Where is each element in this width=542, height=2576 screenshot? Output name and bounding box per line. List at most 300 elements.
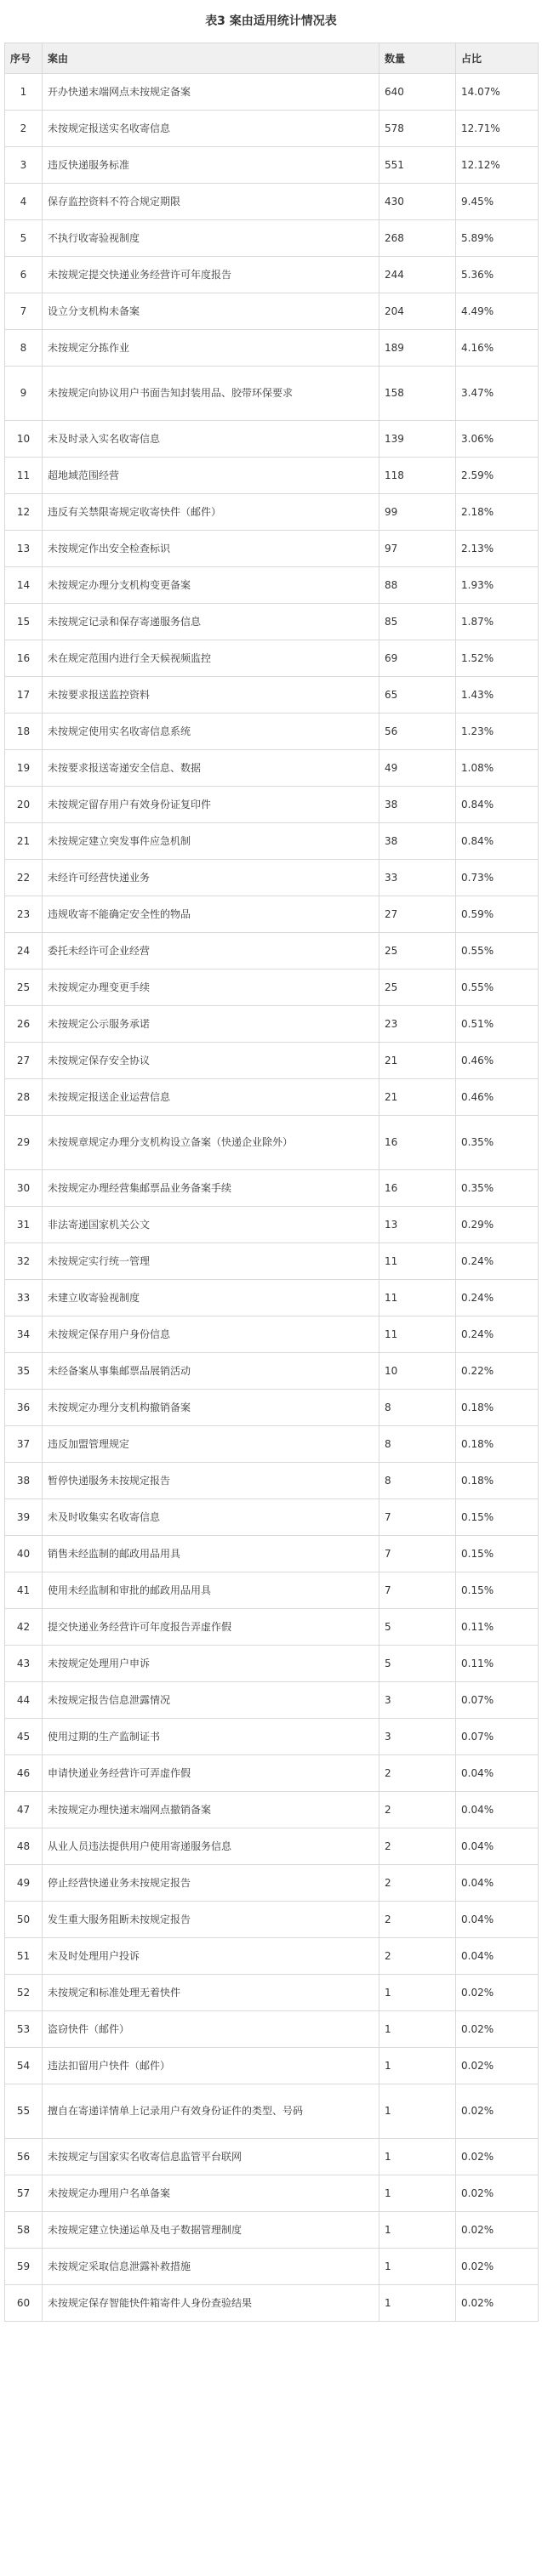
row-index: 56 (5, 2139, 43, 2175)
table-row (5, 896, 539, 933)
table-row (5, 1646, 539, 1682)
row-ratio: 4.16% (456, 330, 539, 367)
row-index: 14 (5, 567, 43, 604)
row-index: 21 (5, 823, 43, 860)
table-row (5, 1170, 539, 1207)
row-index: 34 (5, 1316, 43, 1353)
row-case: 从业人员违法提供用户使用寄递服务信息 (43, 1828, 379, 1865)
table-row (5, 1682, 539, 1719)
row-ratio: 0.02% (456, 2011, 539, 2048)
row-ratio: 0.07% (456, 1682, 539, 1719)
row-case: 使用过期的生产监制证书 (43, 1719, 379, 1755)
table-row (5, 677, 539, 714)
row-case: 非法寄递国家机关公文 (43, 1207, 379, 1243)
row-ratio: 2.13% (456, 531, 539, 567)
row-case: 发生重大服务阻断未按规定报告 (43, 1902, 379, 1938)
table-row (5, 494, 539, 531)
row-case: 未按规定建立突发事件应急机制 (43, 823, 379, 860)
row-case: 未按规定办理分支机构撤销备案 (43, 1390, 379, 1426)
row-ratio: 0.07% (456, 1719, 539, 1755)
table-row (5, 1316, 539, 1353)
row-case: 擅自在寄递详情单上记录用户有效身份证件的类型、号码 (43, 2084, 379, 2139)
row-case: 违反快递服务标准 (43, 147, 379, 184)
table-row (5, 1828, 539, 1865)
row-index: 6 (5, 257, 43, 293)
row-count: 2 (379, 1792, 456, 1828)
row-index: 17 (5, 677, 43, 714)
row-index: 24 (5, 933, 43, 970)
row-case: 申请快递业务经营许可弄虚作假 (43, 1755, 379, 1792)
row-ratio: 0.35% (456, 1170, 539, 1207)
row-count: 2 (379, 1902, 456, 1938)
row-count: 38 (379, 787, 456, 823)
row-index: 50 (5, 1902, 43, 1938)
row-index: 60 (5, 2285, 43, 2322)
table-body (5, 74, 539, 2322)
header-index: 序号 (5, 43, 43, 74)
row-index: 15 (5, 604, 43, 640)
table-row (5, 750, 539, 787)
row-index: 38 (5, 1463, 43, 1499)
row-case: 违法扣留用户快件（邮件） (43, 2048, 379, 2084)
row-case: 委托未经许可企业经营 (43, 933, 379, 970)
row-count: 11 (379, 1243, 456, 1280)
row-count: 8 (379, 1390, 456, 1426)
row-ratio: 0.55% (456, 970, 539, 1006)
table-row (5, 111, 539, 147)
row-case: 未在规定范围内进行全天候视频监控 (43, 640, 379, 677)
row-ratio: 0.59% (456, 896, 539, 933)
row-index: 44 (5, 1682, 43, 1719)
row-index: 22 (5, 860, 43, 896)
table-row (5, 1280, 539, 1316)
row-case: 未及时收集实名收寄信息 (43, 1499, 379, 1536)
row-count: 1 (379, 2011, 456, 2048)
row-index: 8 (5, 330, 43, 367)
row-count: 88 (379, 567, 456, 604)
table-row (5, 823, 539, 860)
row-ratio: 12.12% (456, 147, 539, 184)
table-row (5, 1975, 539, 2011)
table-row (5, 1938, 539, 1975)
row-ratio: 0.18% (456, 1390, 539, 1426)
row-ratio: 3.47% (456, 367, 539, 421)
table-row (5, 220, 539, 257)
table-row (5, 1116, 539, 1170)
row-case: 未按规定办理分支机构变更备案 (43, 567, 379, 604)
table-row (5, 1043, 539, 1079)
row-case: 违规收寄不能确定安全性的物品 (43, 896, 379, 933)
row-count: 3 (379, 1682, 456, 1719)
row-index: 2 (5, 111, 43, 147)
row-count: 268 (379, 220, 456, 257)
row-case: 销售未经监制的邮政用品用具 (43, 1536, 379, 1572)
row-count: 99 (379, 494, 456, 531)
row-count: 69 (379, 640, 456, 677)
row-index: 39 (5, 1499, 43, 1536)
table-row (5, 1243, 539, 1280)
table-row (5, 640, 539, 677)
table-title: 表3 案由适用统计情况表 (205, 14, 337, 28)
row-index: 58 (5, 2212, 43, 2249)
row-index: 7 (5, 293, 43, 330)
row-ratio: 0.46% (456, 1079, 539, 1116)
table-row (5, 1499, 539, 1536)
row-count: 7 (379, 1536, 456, 1572)
row-case: 未按规定报送实名收寄信息 (43, 111, 379, 147)
row-count: 21 (379, 1079, 456, 1116)
row-ratio: 1.08% (456, 750, 539, 787)
row-index: 35 (5, 1353, 43, 1390)
header-count: 数量 (379, 43, 456, 74)
header-row (5, 43, 539, 74)
row-ratio: 0.73% (456, 860, 539, 896)
row-count: 430 (379, 184, 456, 220)
row-ratio: 0.29% (456, 1207, 539, 1243)
row-index: 43 (5, 1646, 43, 1682)
case-statistics-table (4, 43, 539, 2322)
row-ratio: 0.11% (456, 1646, 539, 1682)
row-case: 未按规定作出安全检查标识 (43, 531, 379, 567)
row-ratio: 3.06% (456, 421, 539, 458)
row-count: 204 (379, 293, 456, 330)
row-count: 1 (379, 2048, 456, 2084)
row-index: 23 (5, 896, 43, 933)
row-ratio: 1.87% (456, 604, 539, 640)
row-count: 2 (379, 1828, 456, 1865)
row-case: 未按规定保存安全协议 (43, 1043, 379, 1079)
row-case: 停止经营快递业务未按规定报告 (43, 1865, 379, 1902)
row-ratio: 0.04% (456, 1792, 539, 1828)
table-row (5, 1719, 539, 1755)
row-case: 未按规定使用实名收寄信息系统 (43, 714, 379, 750)
row-index: 18 (5, 714, 43, 750)
row-index: 49 (5, 1865, 43, 1902)
header-case: 案由 (43, 43, 379, 74)
table-row (5, 1536, 539, 1572)
row-ratio: 2.18% (456, 494, 539, 531)
row-count: 2 (379, 1755, 456, 1792)
row-count: 578 (379, 111, 456, 147)
row-index: 3 (5, 147, 43, 184)
table-row (5, 933, 539, 970)
row-index: 29 (5, 1116, 43, 1170)
row-case: 未按规定办理变更手续 (43, 970, 379, 1006)
row-index: 52 (5, 1975, 43, 2011)
row-count: 1 (379, 2212, 456, 2249)
row-case: 未按规定提交快递业务经营许可年度报告 (43, 257, 379, 293)
row-count: 8 (379, 1426, 456, 1463)
row-count: 5 (379, 1646, 456, 1682)
row-case: 超地域范围经营 (43, 458, 379, 494)
row-ratio: 1.93% (456, 567, 539, 604)
row-ratio: 0.11% (456, 1609, 539, 1646)
table-row (5, 1006, 539, 1043)
row-index: 33 (5, 1280, 43, 1316)
row-ratio: 1.43% (456, 677, 539, 714)
row-case: 未按规定公示服务承诺 (43, 1006, 379, 1043)
row-case: 未按规定办理用户名单备案 (43, 2175, 379, 2212)
row-case: 未建立收寄验视制度 (43, 1280, 379, 1316)
table-row (5, 293, 539, 330)
row-case: 未按规定分拣作业 (43, 330, 379, 367)
row-count: 65 (379, 677, 456, 714)
row-case: 违反加盟管理规定 (43, 1426, 379, 1463)
table-row (5, 1755, 539, 1792)
row-count: 1 (379, 2084, 456, 2139)
row-count: 49 (379, 750, 456, 787)
row-case: 暂停快递服务未按规定报告 (43, 1463, 379, 1499)
row-index: 36 (5, 1390, 43, 1426)
row-index: 9 (5, 367, 43, 421)
table-row (5, 2011, 539, 2048)
row-count: 13 (379, 1207, 456, 1243)
row-ratio: 0.35% (456, 1116, 539, 1170)
table-row (5, 1207, 539, 1243)
row-case: 未按规定实行统一管理 (43, 1243, 379, 1280)
row-index: 41 (5, 1572, 43, 1609)
table-row (5, 2139, 539, 2175)
row-case: 违反有关禁限寄规定收寄快件（邮件） (43, 494, 379, 531)
row-count: 97 (379, 531, 456, 567)
table-row (5, 2249, 539, 2285)
row-count: 7 (379, 1572, 456, 1609)
table-row (5, 1463, 539, 1499)
row-count: 189 (379, 330, 456, 367)
row-case: 设立分支机构未备案 (43, 293, 379, 330)
row-index: 28 (5, 1079, 43, 1116)
row-ratio: 0.22% (456, 1353, 539, 1390)
row-case: 未按规定记录和保存寄递服务信息 (43, 604, 379, 640)
row-count: 10 (379, 1353, 456, 1390)
row-ratio: 1.23% (456, 714, 539, 750)
row-index: 51 (5, 1938, 43, 1975)
row-index: 57 (5, 2175, 43, 2212)
row-index: 46 (5, 1755, 43, 1792)
row-index: 59 (5, 2249, 43, 2285)
row-ratio: 4.49% (456, 293, 539, 330)
row-case: 未按规定处理用户申诉 (43, 1646, 379, 1682)
row-count: 27 (379, 896, 456, 933)
row-ratio: 12.71% (456, 111, 539, 147)
row-ratio: 0.24% (456, 1280, 539, 1316)
table-row (5, 567, 539, 604)
row-case: 未按规定办理经营集邮票品业务备案手续 (43, 1170, 379, 1207)
row-count: 25 (379, 970, 456, 1006)
row-ratio: 0.04% (456, 1828, 539, 1865)
row-ratio: 0.02% (456, 2139, 539, 2175)
table-row (5, 2285, 539, 2322)
table-row (5, 1079, 539, 1116)
table-row (5, 1426, 539, 1463)
row-count: 23 (379, 1006, 456, 1043)
row-count: 11 (379, 1280, 456, 1316)
row-case: 未按规定报送企业运营信息 (43, 1079, 379, 1116)
row-count: 5 (379, 1609, 456, 1646)
row-index: 30 (5, 1170, 43, 1207)
row-index: 47 (5, 1792, 43, 1828)
table-row (5, 1572, 539, 1609)
row-case: 未按规定向协议用户书面告知封装用品、胶带环保要求 (43, 367, 379, 421)
row-case: 未按规定保存智能快件箱寄件人身份查验结果 (43, 2285, 379, 2322)
table-row (5, 74, 539, 111)
row-count: 551 (379, 147, 456, 184)
row-case: 未及时录入实名收寄信息 (43, 421, 379, 458)
row-case: 使用未经监制和审批的邮政用品用具 (43, 1572, 379, 1609)
row-count: 1 (379, 2175, 456, 2212)
row-ratio: 0.02% (456, 2175, 539, 2212)
row-case: 盗窃快件（邮件） (43, 2011, 379, 2048)
table-row (5, 367, 539, 421)
row-index: 25 (5, 970, 43, 1006)
row-ratio: 0.02% (456, 1975, 539, 2011)
row-ratio: 0.24% (456, 1243, 539, 1280)
row-count: 25 (379, 933, 456, 970)
row-count: 2 (379, 1865, 456, 1902)
row-ratio: 1.52% (456, 640, 539, 677)
row-index: 13 (5, 531, 43, 567)
row-ratio: 0.51% (456, 1006, 539, 1043)
row-ratio: 0.15% (456, 1572, 539, 1609)
row-count: 16 (379, 1170, 456, 1207)
row-count: 118 (379, 458, 456, 494)
row-ratio: 0.02% (456, 2212, 539, 2249)
table-row (5, 1865, 539, 1902)
row-ratio: 5.89% (456, 220, 539, 257)
row-case: 未按规定和标准处理无着快件 (43, 1975, 379, 2011)
table-row (5, 787, 539, 823)
row-ratio: 5.36% (456, 257, 539, 293)
table-row (5, 147, 539, 184)
table-row (5, 970, 539, 1006)
table-row (5, 604, 539, 640)
row-index: 37 (5, 1426, 43, 1463)
row-index: 27 (5, 1043, 43, 1079)
row-case: 未按规定与国家实名收寄信息监管平台联网 (43, 2139, 379, 2175)
row-count: 7 (379, 1499, 456, 1536)
row-case: 未按规章规定办理分支机构设立备案（快递企业除外） (43, 1116, 379, 1170)
row-count: 8 (379, 1463, 456, 1499)
row-ratio: 14.07% (456, 74, 539, 111)
row-index: 11 (5, 458, 43, 494)
row-case: 未按规定采取信息泄露补救措施 (43, 2249, 379, 2285)
row-count: 56 (379, 714, 456, 750)
row-index: 42 (5, 1609, 43, 1646)
table-row (5, 531, 539, 567)
row-count: 2 (379, 1938, 456, 1975)
row-case: 未按规定办理快递末端网点撤销备案 (43, 1792, 379, 1828)
table-row (5, 1792, 539, 1828)
row-ratio: 0.02% (456, 2084, 539, 2139)
table-row (5, 330, 539, 367)
row-case: 开办快递末端网点未按规定备案 (43, 74, 379, 111)
row-count: 11 (379, 1316, 456, 1353)
row-count: 139 (379, 421, 456, 458)
row-count: 158 (379, 367, 456, 421)
row-case: 未按规定建立快递运单及电子数据管理制度 (43, 2212, 379, 2249)
table-row (5, 1902, 539, 1938)
row-count: 33 (379, 860, 456, 896)
row-index: 5 (5, 220, 43, 257)
row-ratio: 2.59% (456, 458, 539, 494)
row-count: 3 (379, 1719, 456, 1755)
row-case: 未按规定报告信息泄露情况 (43, 1682, 379, 1719)
row-index: 19 (5, 750, 43, 787)
row-ratio: 0.84% (456, 823, 539, 860)
row-ratio: 0.55% (456, 933, 539, 970)
row-index: 45 (5, 1719, 43, 1755)
row-ratio: 0.02% (456, 2285, 539, 2322)
row-case: 未按要求报送监控资料 (43, 677, 379, 714)
row-ratio: 0.04% (456, 1938, 539, 1975)
row-ratio: 0.04% (456, 1755, 539, 1792)
table-row (5, 421, 539, 458)
row-index: 40 (5, 1536, 43, 1572)
table-row (5, 860, 539, 896)
table-row (5, 1353, 539, 1390)
row-count: 21 (379, 1043, 456, 1079)
row-index: 53 (5, 2011, 43, 2048)
row-count: 85 (379, 604, 456, 640)
row-ratio: 0.02% (456, 2048, 539, 2084)
table-row (5, 714, 539, 750)
row-ratio: 0.15% (456, 1536, 539, 1572)
row-index: 4 (5, 184, 43, 220)
row-count: 1 (379, 1975, 456, 2011)
row-ratio: 0.04% (456, 1865, 539, 1902)
header-ratio: 占比 (456, 43, 539, 74)
table-row (5, 2175, 539, 2212)
row-case: 提交快递业务经营许可年度报告弄虚作假 (43, 1609, 379, 1646)
row-case: 未经备案从事集邮票品展销活动 (43, 1353, 379, 1390)
row-count: 244 (379, 257, 456, 293)
row-index: 26 (5, 1006, 43, 1043)
row-ratio: 0.24% (456, 1316, 539, 1353)
row-case: 未按要求报送寄递安全信息、数据 (43, 750, 379, 787)
row-case: 未经许可经营快递业务 (43, 860, 379, 896)
row-case: 保存监控资料不符合规定期限 (43, 184, 379, 220)
row-index: 1 (5, 74, 43, 111)
row-count: 640 (379, 74, 456, 111)
row-count: 1 (379, 2285, 456, 2322)
table-row (5, 2048, 539, 2084)
row-index: 55 (5, 2084, 43, 2139)
row-count: 1 (379, 2139, 456, 2175)
row-ratio: 0.02% (456, 2249, 539, 2285)
row-index: 48 (5, 1828, 43, 1865)
row-index: 10 (5, 421, 43, 458)
row-count: 1 (379, 2249, 456, 2285)
row-index: 16 (5, 640, 43, 677)
row-ratio: 0.18% (456, 1463, 539, 1499)
row-index: 32 (5, 1243, 43, 1280)
row-case: 不执行收寄验视制度 (43, 220, 379, 257)
row-ratio: 0.46% (456, 1043, 539, 1079)
row-ratio: 0.84% (456, 787, 539, 823)
row-case: 未按规定保存用户身份信息 (43, 1316, 379, 1353)
row-index: 31 (5, 1207, 43, 1243)
row-ratio: 0.04% (456, 1902, 539, 1938)
row-index: 54 (5, 2048, 43, 2084)
row-case: 未按规定留存用户有效身份证复印件 (43, 787, 379, 823)
row-index: 20 (5, 787, 43, 823)
table-row (5, 184, 539, 220)
row-ratio: 0.18% (456, 1426, 539, 1463)
row-index: 12 (5, 494, 43, 531)
table-row (5, 458, 539, 494)
row-ratio: 9.45% (456, 184, 539, 220)
table-row (5, 2212, 539, 2249)
